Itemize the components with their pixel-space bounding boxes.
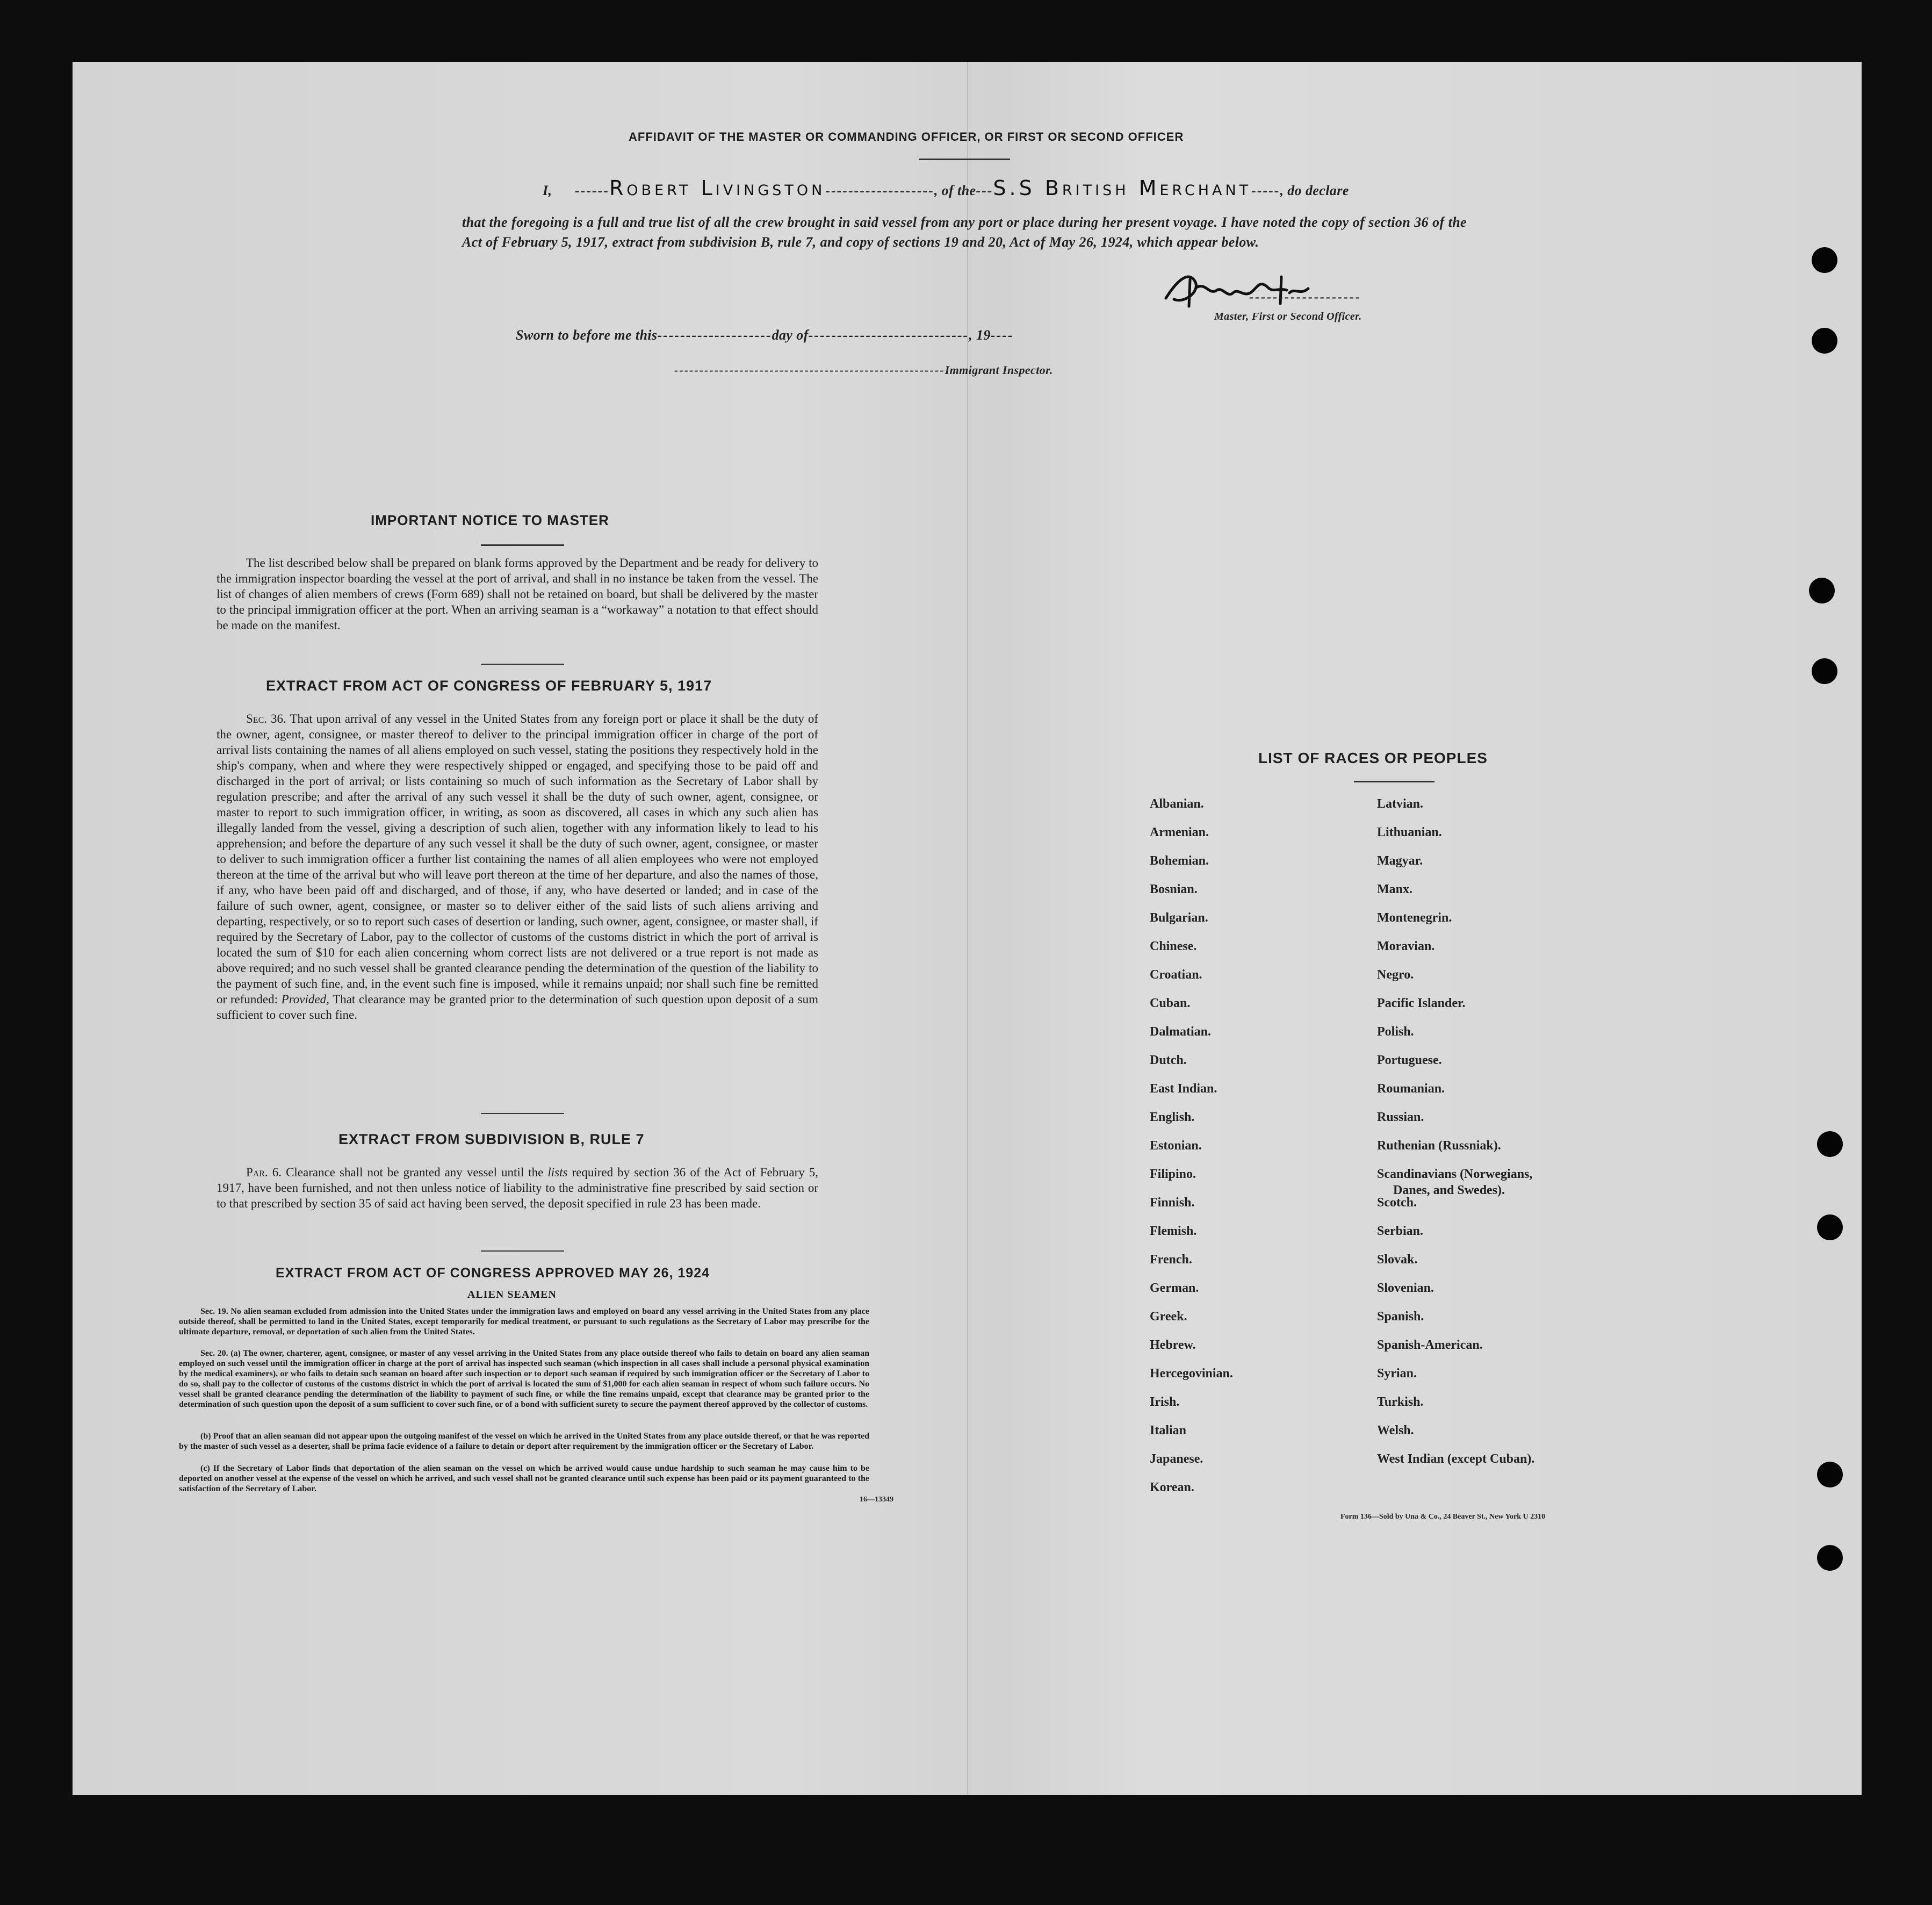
act1924-sec20c: (c) If the Secretary of Labor finds that deportation of the alien seaman on the vessel on which he arrived would cause undue hardship to such seaman he may cause him to be deported on another vessel at the expense of the vessel on which he arrived, and such vessel shall not be granted clearance until such expense has been paid or its payment guaranteed to the satisfaction of the Secretary of Labor. [179, 1464, 869, 1493]
race-left-item: Hebrew. [1150, 1338, 1196, 1352]
act1924-print-code: 16—13349 [860, 1496, 893, 1504]
sworn-day-of: day of [772, 327, 809, 343]
race-right-item: Ruthenian (Russniak). [1377, 1139, 1501, 1153]
race-right-item: Portuguese. [1377, 1053, 1442, 1067]
punch-hole [1817, 1545, 1843, 1571]
punch-hole [1817, 1131, 1843, 1157]
notice-title: IMPORTANT NOTICE TO MASTER [371, 512, 609, 528]
act1917-title: EXTRACT FROM ACT OF CONGRESS OF FEBRUARY 5, 1917 [266, 678, 712, 694]
race-left-item: Cuban. [1150, 996, 1191, 1010]
act1917-sec-label: Sec. 36. [246, 712, 286, 725]
rule7-text-a: Clearance shall not be granted any vessel until the [286, 1166, 544, 1179]
rule7-par-label: Par. 6. [246, 1166, 282, 1179]
act1924-title: EXTRACT FROM ACT OF CONGRESS APPROVED MAY 26, 1924 [276, 1266, 710, 1281]
race-left-item: German. [1150, 1281, 1199, 1295]
race-right-item: Pacific Islander. [1377, 996, 1466, 1010]
race-right-item: Montenegrin. [1377, 911, 1452, 925]
race-right-item: Latvian. [1377, 797, 1424, 811]
notice-bottom-rule [481, 664, 564, 665]
page-fold [967, 62, 968, 1795]
races-rule [1354, 781, 1434, 782]
punch-hole [1817, 1214, 1843, 1240]
race-left-item: East Indian. [1150, 1082, 1217, 1096]
punch-hole [1812, 247, 1837, 273]
rule7-text [217, 1164, 818, 1211]
race-left-item: Finnish. [1150, 1196, 1195, 1210]
act1917-bottom-rule [481, 1113, 564, 1114]
race-right-item: Welsh. [1377, 1424, 1414, 1437]
race-right-item: Spanish. [1377, 1310, 1424, 1324]
race-left-item: Bohemian. [1150, 854, 1209, 868]
punch-hole [1812, 328, 1837, 354]
race-right-item: Danes, and Swedes). [1393, 1183, 1505, 1197]
act1917-proviso-text: That clearance may be granted prior to the determination of such question upon deposit of a sum sufficient to cover such fine. [217, 993, 819, 1022]
races-form-note: Form 136—Sold by Una & Co., 24 Beaver St., New York U 2310 [1340, 1513, 1546, 1521]
race-left-item: French. [1150, 1253, 1192, 1267]
race-left-item: Korean. [1150, 1480, 1194, 1494]
race-left-item: Armenian. [1150, 825, 1209, 839]
race-left-item: Hercegovinian. [1150, 1367, 1233, 1381]
act1917-text [217, 711, 818, 1023]
vessel-name-handwriting: S.S British Merchant [993, 176, 1252, 200]
race-right-item: Scotch. [1377, 1196, 1417, 1210]
race-left-item: Filipino. [1150, 1167, 1196, 1181]
rule7-bottom-rule [481, 1250, 564, 1252]
race-right-item: Negro. [1377, 968, 1414, 982]
punch-hole [1812, 658, 1837, 684]
race-right-item: Turkish. [1377, 1395, 1424, 1409]
race-right-item: Magyar. [1377, 854, 1423, 868]
race-right-item: Moravian. [1377, 939, 1435, 953]
act1924-sec20a: Sec. 20. (a) The owner, charterer, agent, consignee, or master of any vessel arriving in the United States from any place outside thereof who fails to detain on board any alien seaman employed on such vessel until the immigration officer in charge at the port of arrival has inspected such seaman (which inspection in all cases shall include a personal physical examination by the medical examiners), or who fails to detain such seaman on board after such inspection or to deport such seaman if required by such immigration officer or the Secretary of Labor to do so, shall pay to the collector of customs of the customs district in which the port of arrival is located the sum of $1,000 for each alien seaman in respect of whom such failure occurs. No vessel shall be granted clearance pending the determination of the liability to payment of such fine, or while the fine remains unpaid, except that clearance may be granted prior to the determination of such question upon the deposit of a sum sufficient to cover such fine, or of a bond with sufficient surety to secure the payment thereof approved by the collector of customs. [179, 1349, 869, 1409]
race-right-item: Slovak. [1377, 1253, 1418, 1267]
inspector-line: ------------------------------------------------------Immigrant Inspector. [674, 363, 1053, 377]
rule7-lists-word: lists [547, 1166, 568, 1179]
race-right-item: Manx. [1377, 882, 1412, 896]
rule7-title: EXTRACT FROM SUBDIVISION B, RULE 7 [338, 1131, 645, 1147]
signature-caption: Master, First or Second Officer. [1214, 311, 1362, 322]
do-declare-text: , do declare [1280, 183, 1349, 198]
race-right-item: Russian. [1377, 1110, 1424, 1124]
of-the-text: , of the [934, 183, 976, 198]
race-right-item: Polish. [1377, 1025, 1414, 1039]
race-left-item: Albanian. [1150, 797, 1204, 811]
rule7-text-b: required by section 36 of the Act of February 5, 1917, have been furnished, and not then unless notice of liability to the administrative fine prescribed by said section or to that prescribed by section 35 of said act having been served, the deposit specified in rule 23 has been made. [217, 1166, 819, 1210]
race-left-item: Dalmatian. [1150, 1025, 1211, 1039]
notice-rule [481, 544, 564, 546]
race-right-item: Syrian. [1377, 1367, 1417, 1381]
punch-hole [1817, 1462, 1843, 1487]
race-left-item: Greek. [1150, 1310, 1187, 1324]
race-right-item: Slovenian. [1377, 1281, 1434, 1295]
race-left-item: Chinese. [1150, 939, 1197, 953]
race-right-item: Scandinavians (Norwegians, [1377, 1167, 1533, 1181]
affidavit-declaration-line: I, ------Robert Livingston-------------------, of the---S.S British Merchant-----, do declare [516, 178, 1542, 200]
race-left-item: Italian [1150, 1424, 1187, 1437]
act1917-body: That upon arrival of any vessel in the United States from any foreign port or place it shall be the duty of the owner, agent, consignee, or master thereof to deliver to the principal immigration officer in charge of the port of arrival lists containing the names of all aliens employed on such vessel, stating the positions they respectively hold in the ship's company, when and where they were respectively shipped or engaged, and specifying those to be paid off and discharged in the port of arrival; or lists containing so much of such information as the Secretary of Labor shall by regulation prescribe; and after the arrival of any such vessel it shall be the duty of such owner, agent, consignee, or master to report to such immigration officer, in writing, as soon as discovered, all cases in which any such alien has illegally landed from the vessel, giving a description of such alien, together with any information likely to lead to his apprehension; and before the departure of any such vessel it shall be the duty of such owner, agent, consignee, or master to deliver to such immigration officer a further list containing the names of all alien employees who were not employed thereon at the time of the arrival but who will leave port thereon at the time of her departure, and also the names of those, if any, who have been paid off and discharged, and of those, if any, who have deserted or landed; and in case of the failure of such owner, agent, consignee, or master so to deliver either of the said lists of such aliens arriving and departing, respectively, or so to report such cases of desertion or landing, such owner, agent, consignee, or master shall, if required by the Secretary of Labor, pay to the collector of customs of the customs district in which the port of arrival is located the sum of $10 for each alien concerning whom correct lists are not delivered or a true report is not made as above required; and no such vessel shall be granted clearance pending the determination of the question of the liability to the payment of such fine, and, in the event such fine is imposed, while it remains unpaid; nor shall such fine be remitted or refunded: [217, 712, 818, 1006]
races-title: LIST OF RACES OR PEOPLES [1258, 750, 1488, 766]
race-left-item: Irish. [1150, 1395, 1180, 1409]
race-right-item: Lithuanian. [1377, 825, 1442, 839]
notice-text: The list described below shall be prepared on blank forms approved by the Department and be ready for delivery to the immigration inspector boarding the vessel at the port of arrival, and shall in no instance be taken from the vessel. The list of changes of alien members of crews (Form 689) shall not be retained on board, but shall be delivered by the master to the principal immigration officer at the port. When an arriving seaman is a “workaway” a notation to that effect should be made on the manifest. [217, 556, 818, 632]
affidavit-title: AFFIDAVIT OF THE MASTER OR COMMANDING OFFICER, OR FIRST OR SECOND OFFICER [629, 130, 1184, 143]
race-right-item: Spanish-American. [1377, 1338, 1483, 1352]
act1924-sec20b: (b) Proof that an alien seaman did not appear upon the outgoing manifest of the vessel on which he arrived in the United States from any place outside thereof, or that he was reported by the master of such vessel as a deserter, shall be prima facie evidence of a failure to detain or deport after requirement by the immigration officer or the Secretary of Labor. [179, 1432, 869, 1451]
act1924-subtitle: ALIEN SEAMEN [467, 1289, 557, 1300]
race-right-item: Roumanian. [1377, 1082, 1445, 1096]
signature-line: ------------------- [1249, 290, 1361, 304]
sworn-year: , 19 [969, 327, 991, 343]
sworn-prefix: Sworn to before me this [516, 327, 658, 343]
race-left-item: English. [1150, 1110, 1195, 1124]
race-right-item: Serbian. [1377, 1224, 1424, 1238]
master-name-handwriting: Robert Livingston [609, 176, 826, 200]
inspector-caption: Immigrant Inspector. [945, 363, 1053, 377]
race-left-item: Dutch. [1150, 1053, 1187, 1067]
act1917-proviso-word: Provided, [281, 993, 329, 1006]
race-left-item: Japanese. [1150, 1452, 1203, 1466]
race-right-item: West Indian (except Cuban). [1377, 1452, 1535, 1466]
race-left-item: Bosnian. [1150, 882, 1198, 896]
act1924-sec19: Sec. 19. No alien seaman excluded from admission into the United States under the immigration laws and employed on board any vessel arriving in the United States from any place outside thereof, shall be permitted to land in the United States, except temporarily for medical treatment, or pursuant to such regulations as the Secretary of Labor may prescribe for the ultimate departure, removal, or deportation of such alien from the United States. [179, 1307, 869, 1336]
punch-hole [1809, 578, 1835, 603]
document-sheet [73, 62, 1862, 1795]
declaration-prefix: I, [543, 183, 552, 198]
race-left-item: Estonian. [1150, 1139, 1202, 1153]
race-left-item: Bulgarian. [1150, 911, 1208, 925]
sworn-line: Sworn to before me this--------------------day of----------------------------, 19---- [516, 327, 1014, 343]
race-left-item: Flemish. [1150, 1224, 1197, 1238]
affidavit-body: that the foregoing is a full and true list of all the crew brought in said vessel from any port or place during her present voyage. I have noted the copy of section 36 of the Act of February 5, 1917, extract from subdivision B, rule 7, and copy of sections 19 and 20, Act of May 26, 1924, which appear below. [462, 214, 1467, 250]
race-left-item: Croatian. [1150, 968, 1202, 982]
affidavit-title-rule [919, 159, 1010, 160]
